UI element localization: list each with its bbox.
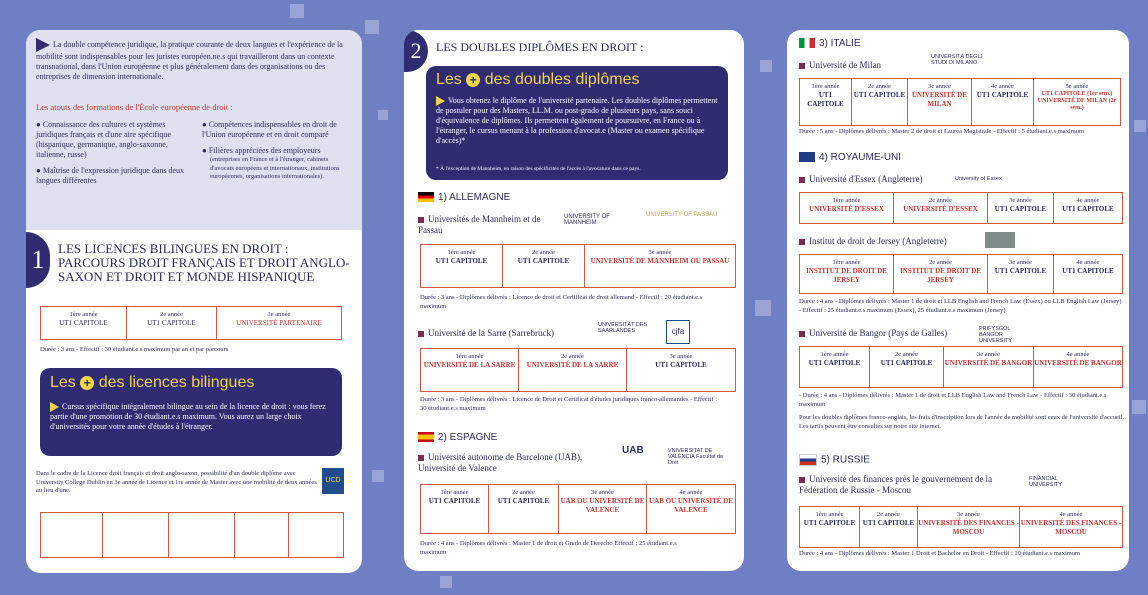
- years-table: 1ère année UT1 CAPITOLE 2e année UT1 CAPITOLE 3e année UNIVERSITÉ PARTENAIRE: [40, 306, 342, 340]
- uk-flag-icon: [799, 152, 815, 162]
- plus-icon: +: [466, 73, 480, 87]
- section-number: 2: [404, 30, 428, 72]
- intro-text: La double compétence juridique, la pratique courante de deux langues et l'expérience de la mobilité sont indispensables pour les juristes européen.ne.s qui travailleront dans un contexte transnational, dans l'Union européenne et plus généralement dans des organisations ou des entreprises de dimension internationale.: [36, 39, 343, 81]
- empty-table: [40, 512, 344, 558]
- valencia-logo: VNIVERSITAT DE VALÈNCIA Facultat de Dret: [668, 448, 724, 466]
- bullet-square-icon: [418, 455, 424, 461]
- country-heading: 4) ROYAUME-UNI: [799, 152, 901, 163]
- country-heading: 3) ITALIE: [799, 38, 861, 49]
- duration-text: Durée : 4 ans - Diplômes délivrés : Master 1 de droit et Grado de Derecho Effectif : 25 étudiant.e.s maximum: [420, 540, 677, 556]
- atout-note: (entreprises en France et à l'étranger, cabinets d'avocats européens et internationaux, institutions européennes, organisations internationales).: [210, 156, 340, 180]
- bangor-logo: PRIFYSGOL BANGOR UNIVERSITY: [979, 326, 1013, 344]
- plus-icon: +: [80, 376, 94, 390]
- background-square: [365, 20, 379, 34]
- arrow-icon: [50, 402, 59, 412]
- uk-note: Pour les doubles diplômes franco-anglais, les frais d'inscription lors de l'année de mobilité sont ceux de l'université d'accueil. Les tarifs peuvent être consultés sur notre site internet.: [799, 414, 1125, 430]
- arrow-icon: [436, 96, 445, 106]
- duration-text: Durée : 3 ans - Diplômes délivrés : Licence de droit et Certificat de droit allemand - Effectif : 20 étudiant.e.s maximum: [420, 294, 703, 310]
- atout-item: ● Connaissance des cultures et systèmes juridiques français et d'une aire spécifique (hispanique, germanique, anglo-saxonne, italienne, russe): [36, 120, 171, 159]
- panel-licences: [26, 30, 362, 573]
- university-name: Université autonome de Barcelone (UAB), Université de Valence: [418, 452, 583, 473]
- background-square: [378, 110, 388, 120]
- panel-pays: [787, 30, 1129, 571]
- atouts-left: [36, 120, 196, 186]
- bullet-square-icon: [799, 331, 805, 337]
- intro-box: [26, 30, 362, 230]
- mannheim-logo: UNIVERSITY OF MANNHEIM: [564, 214, 610, 226]
- years-table: 1ère année UNIVERSITÉ D'ESSEX 2e année UNIVERSITÉ D'ESSEX 3e année UT1 CAPITOLE 4e année UT1 CAPITOLE: [799, 192, 1123, 224]
- years-table: 1ère année UT1 CAPITOLE 2e année UT1 CAPITOLE 3e année UNIVERSITÉ DE BANGOR 4e année UNIVERSITÉ DE BANGOR: [799, 346, 1123, 388]
- background-square: [755, 300, 771, 316]
- passau-logo: UNIVERSITY OF PASSAU: [646, 212, 718, 218]
- bullet-square-icon: [799, 63, 805, 69]
- duration-text: - Durée : 4 ans - Diplômes délivrés : Master 1 de droit et LLB English Law and French Law - Effectif : 30 étudiant.e.s maximum: [799, 392, 1107, 408]
- milano-logo: UNIVERSITÀ DEGLI STUDI DI MILANO: [931, 54, 983, 66]
- arrow-icon: [36, 38, 50, 52]
- university-name: Université de la Sarre (Sarrebruck): [418, 328, 598, 338]
- background-square: [372, 470, 384, 482]
- duration-text: Durée : 4 ans - Diplômes délivrés : Master 1 Droit et Bachelor en Droit - Effectif : 10 étudiant.e.s maximum: [799, 550, 1081, 557]
- atout-item: ● Compétences indispensables en droit de l'Union européenne et en droit comparé: [202, 120, 337, 139]
- panel-doubles-diplomes: [404, 30, 744, 571]
- university-name: Universités de Mannheim et de Passau: [418, 214, 541, 235]
- background-square: [290, 4, 304, 18]
- background-square: [1132, 400, 1146, 414]
- footnote: * À l'exception de Mannheim, en raison des spécificités de l'accès à l'avocature dans ce pays.: [436, 166, 641, 172]
- plus-box-text: Vous obtenez le diplôme de l'université partenaire. Les doubles diplômes permettent de postuler pour des Masters, LL.M. ou post-grado de plusieurs pays, sans souci d'équivalence de diplômes. Ils permettent également de poursuivre, en France ou à l'étranger, le cursus menant à la profession d'avocat.e (Master ou examen spécifique d'accès)*: [436, 96, 718, 146]
- years-table: 1ère année UT1 CAPITOLE 2e année UT1 CAPITOLE 3e année UAB OU UNIVERSITÉ DE VALENCE 4e année UAB OU UNIVERSITÉ DE VALENCE: [420, 484, 736, 534]
- years-table: 1ère année UT1 CAPITOLE 2e année UT1 CAPITOLE 3e année UNIVERSITÉ DES FINANCES - MOSCOU 4e année UNIVERSITÉ DES FINANCES - MOSCOU: [799, 506, 1123, 548]
- university-name: Université d'Essex (Angleterre): [799, 174, 923, 184]
- bullet-square-icon: [418, 331, 424, 337]
- bullet-square-icon: [799, 177, 805, 183]
- essex-logo: University of Essex: [955, 176, 1002, 182]
- background-square: [440, 576, 452, 588]
- country-heading: 1) ALLEMAGNE: [418, 192, 510, 203]
- plus-box: [426, 66, 728, 180]
- country-heading: 5) RUSSIE: [799, 454, 870, 466]
- plus-box-title: Les + des doubles diplômes: [436, 71, 640, 88]
- section-title: LES DOUBLES DIPLÔMES EN DROIT :: [436, 40, 644, 54]
- spain-flag-icon: [418, 432, 434, 442]
- russia-flag-icon: [799, 454, 817, 466]
- university-name: Université de Bangor (Pays de Galles): [799, 328, 947, 338]
- background-square: [760, 60, 772, 72]
- duration-text: Durée : 3 ans - Effectif : 30 étudiant.e.s maximum par an et par parcours: [40, 346, 229, 353]
- years-table: 1ère année UT1 CAPITOLE 2e année UT1 CAPITOLE 3e année UNIVERSITÉ DE MILAN 4e année UT1 CAPITOLE 5e année UT1 CAPITOLE (1er sem.) UNIVERSITÉ DE MILAN (2e sem.): [799, 78, 1121, 126]
- years-table: 1ère année UT1 CAPITOLE 2e année UT1 CAPITOLE 3e année UNIVERSITÉ DE MANNHEIM OU PASSAU: [420, 244, 736, 288]
- atout-item: ● Maîtrise de l'expression juridique dans deux langues différentes: [36, 166, 185, 185]
- bullet-square-icon: [799, 477, 805, 483]
- university-name: Université des finances près le gouvernement de la Fédération de Russie - Moscou: [799, 474, 993, 495]
- ucd-text: Dans le cadre de la Licence droit français et droit anglo-saxon, possibilité d'un double diplôme avec University College Dublin en 3e année de Licence et 1re année de Master avec une mobilité de deux années au lieu d'une.: [36, 470, 317, 494]
- uab-logo: UAB: [622, 445, 644, 456]
- university-name: Université de Milan: [799, 60, 881, 70]
- duration-text: Durée : 5 ans - Diplômes délivrés : Master 2 de droit et Laurea Magistrale - Effectif : 5 étudiant.e.s maximum: [799, 128, 1085, 135]
- intro-text-block: [36, 38, 352, 82]
- germany-flag-icon: [418, 192, 434, 202]
- jersey-logo: [985, 232, 1015, 248]
- plus-box-text: Cursus spécifique intégralement bilingue au sein de la licence de droit : vous ferez partie d'une promotion de 30 étudiant.e.s maximum. Vous aurez un large choix d'universités pour votre année d'études à l'étranger.: [50, 402, 326, 432]
- country-heading: 2) ESPAGNE: [418, 432, 497, 443]
- duration-text: Durée : 4 ans - Diplômes délivrés : Master 1 de droit et LLB English and French Law (Essex) ou LLB English Law (Jersey) - Effectif : 25 étudiant.e.s maximum (Essex), 25 étudiant.e.s maximum (Jersey): [799, 298, 1122, 314]
- italy-flag-icon: [799, 38, 815, 48]
- financial-university-logo: FINANCIAL UNIVERSITY: [1029, 476, 1063, 488]
- background-square: [1134, 120, 1146, 132]
- cjfa-logo: cjfa: [666, 320, 690, 344]
- plus-box: [40, 368, 342, 456]
- university-name: Institut de droit de Jersey (Angleterre): [799, 236, 947, 246]
- atout-item: ● Filières appréciées des employeurs: [202, 146, 321, 155]
- section-number: 1: [26, 232, 50, 288]
- atouts-right: [202, 120, 352, 182]
- saarlandes-logo: UNIVERSITÄT DES SAARLANDES: [598, 322, 648, 334]
- atouts-title: Les atouts des formations de l'École européenne de droit :: [36, 102, 233, 112]
- years-table: 1ère année UNIVERSITÉ DE LA SARRE 2e année UNIVERSITÉ DE LA SARRE 3e année UT1 CAPITOLE: [420, 348, 736, 392]
- ucd-logo: UCD: [322, 468, 344, 494]
- years-table: 1ère année INSTITUT DE DROIT DE JERSEY 2e année INSTITUT DE DROIT DE JERSEY 3e année UT1 CAPITOLE 4e année UT1 CAPITOLE: [799, 254, 1123, 294]
- bullet-square-icon: [418, 217, 424, 223]
- plus-box-title: Les + des licences bilingues: [50, 374, 255, 391]
- section-title: LES LICENCES BILINGUES EN DROIT : PARCOURS DROIT FRANÇAIS ET DROIT ANGLO-SAXON ET DROIT ET MONDE HISPANIQUE: [58, 241, 350, 284]
- bullet-square-icon: [799, 239, 805, 245]
- duration-text: Durée : 3 ans - Diplômes délivrés : Licence de Droit et Certificat d'études juridiques franco-allemandes - Effectif : 30 étudiant.e.s maximum: [420, 396, 718, 412]
